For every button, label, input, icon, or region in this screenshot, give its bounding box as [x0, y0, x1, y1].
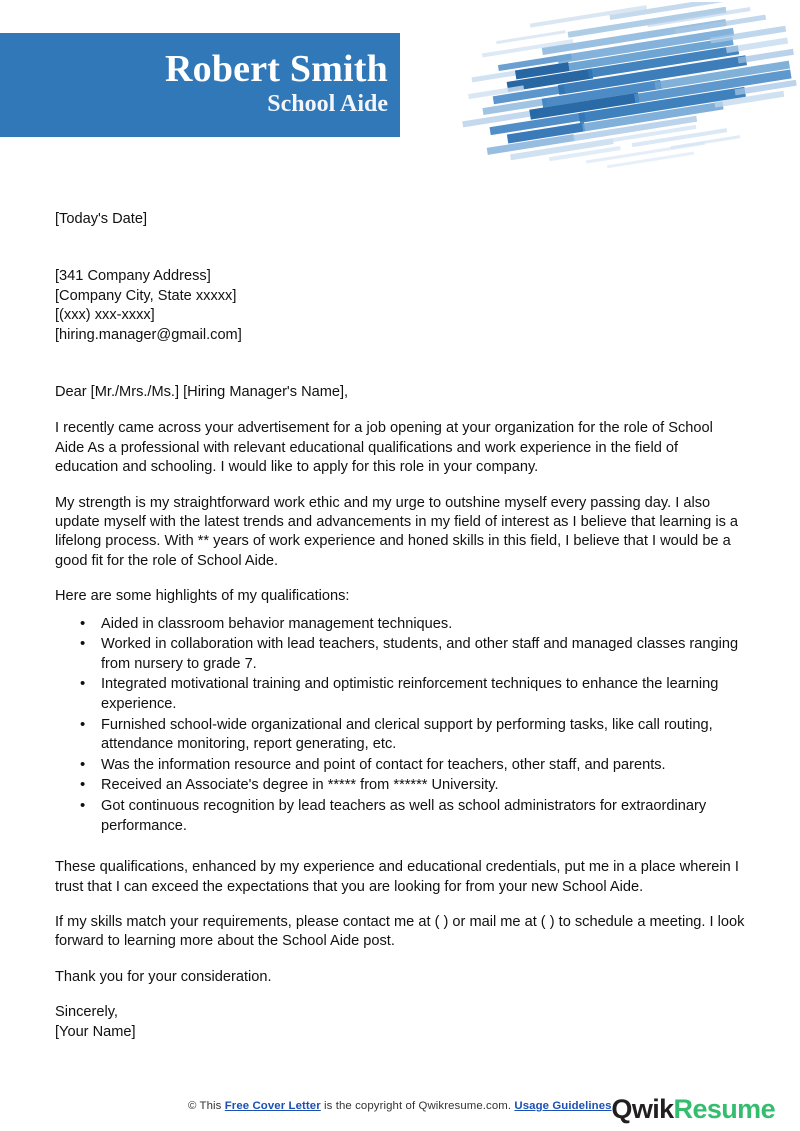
- signature-placeholder: [Your Name]: [55, 1023, 136, 1040]
- usage-guidelines-link[interactable]: Usage Guidelines: [514, 1100, 612, 1112]
- abstract-blue-stripes-icon: [445, 2, 800, 174]
- letterhead-header: [0, 0, 800, 185]
- sign-off: Sincerely,: [55, 1004, 118, 1021]
- list-item: • Received an Associate's degree in ***** from ****** University.: [101, 776, 745, 796]
- brand-name-qwik: Qwik: [611, 1094, 674, 1124]
- copyright-prefix: © This: [188, 1100, 225, 1112]
- brand-name-resume: Resume: [673, 1094, 775, 1124]
- paragraph-strengths: My strength is my straightforward work ethic and my urge to outshine myself every passing day. I also update myself with the latest trends and advancements in my field of interest as I believe that learning is a lifelong process. With ** years of work experience and honed skills in this field, I believe that I would be a good fit for the role of School Aide.: [55, 494, 739, 569]
- list-item: • Furnished school-wide organizational and clerical support by performing tasks, like call routing, attendance monitoring, report generating, etc.: [101, 716, 745, 755]
- list-item: • Worked in collaboration with lead teachers, students, and other staff and managed classes ranging from nursery to grade 7.: [101, 635, 745, 674]
- address-line-1: [341 Company Address]: [55, 268, 211, 285]
- qwikresume-logo[interactable]: [611, 1094, 775, 1125]
- address-line-4: [hiring.manager@gmail.com]: [55, 326, 242, 343]
- free-cover-letter-link[interactable]: Free Cover Letter: [224, 1100, 321, 1112]
- address-line-3: [(xxx) xxx-xxxx]: [55, 307, 155, 324]
- name-title-block: [0, 33, 400, 137]
- list-item: • Aided in classroom behavior management techniques.: [101, 615, 745, 635]
- list-item: • Integrated motivational training and optimistic reinforcement techniques to enhance the learning experience.: [101, 675, 745, 714]
- candidate-name: Robert Smith: [165, 48, 388, 91]
- highlights-intro: Here are some highlights of my qualifications:: [55, 588, 350, 605]
- recipient-address-block: [55, 267, 745, 345]
- candidate-job-title: School Aide: [267, 91, 388, 118]
- address-line-2: [Company City, State xxxxx]: [55, 287, 237, 304]
- paragraph-thank-you: Thank you for your consideration.: [55, 968, 272, 985]
- copyright-middle: is the copyright of Qwikresume.com.: [320, 1100, 515, 1112]
- salutation: Dear [Mr./Mrs./Ms.] [Hiring Manager's Name],: [55, 384, 349, 401]
- paragraph-closing-qualifications: These qualifications, enhanced by my experience and educational credentials, put me in a place wherein I trust that I can exceed the expectations that you are looking for from your new School Aide.: [55, 859, 739, 895]
- list-item: • Was the information resource and point of contact for teachers, other staff, and parents.: [101, 756, 745, 776]
- paragraph-contact-request: If my skills match your requirements, please contact me at ( ) or mail me at ( ) to schedule a meeting. I look forward to learning more about the School Aide post.: [55, 914, 745, 950]
- qualification-highlights-list: [55, 615, 745, 837]
- date-placeholder: [Today's Date]: [55, 211, 148, 227]
- paragraph-intro: I recently came across your advertisement for a job opening at your organization for the role of School Aide As a professional with relevant educational qualifications and work experience in the field of education and schooling. I would like to apply for this role in your company.: [55, 420, 713, 476]
- page-footer: [0, 1090, 800, 1131]
- list-item: • Got continuous recognition by lead teachers as well as school administrators for extraordinary performance.: [101, 797, 745, 836]
- cover-letter-body: [55, 210, 745, 1042]
- copyright-notice: [188, 1100, 612, 1112]
